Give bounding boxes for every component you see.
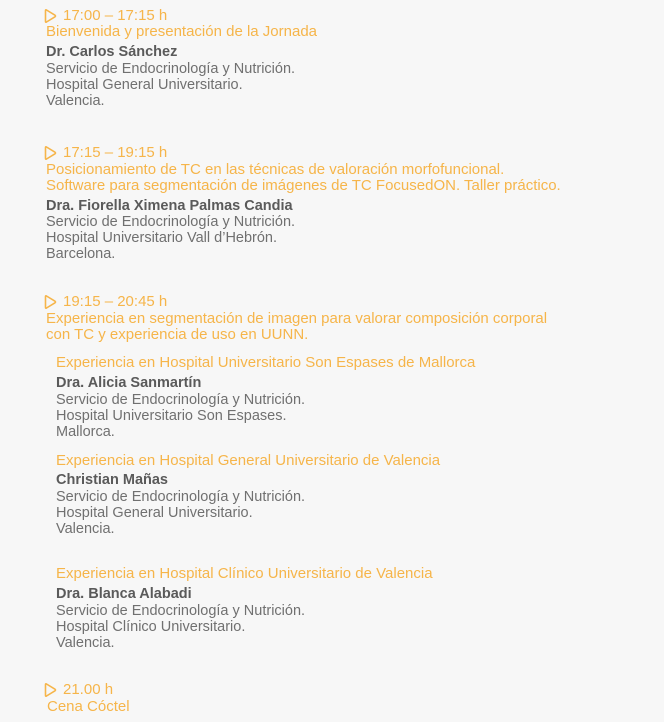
session-time — [42, 145, 167, 161]
speaker-affiliation — [56, 392, 305, 440]
subsession-title: Experiencia en Hospital General Universitario de Valencia — [56, 452, 441, 469]
affiliation-line: Valencia. — [56, 635, 115, 651]
play-icon — [42, 8, 58, 24]
session-time — [42, 682, 113, 698]
affiliation-line: Servicio de Endocrinología y Nutrición. — [46, 214, 296, 230]
affiliation-line: Hospital Universitario Son Espases. — [56, 408, 287, 424]
affiliation-line: Servicio de Endocrinología y Nutrición. — [46, 61, 296, 77]
time-label: 19:15 – 20:45 h — [63, 293, 168, 310]
title-line: Software para segmentación de imágenes de TC FocusedON. Taller práctico. — [46, 177, 561, 194]
play-icon — [42, 682, 58, 698]
affiliation-line: Mallorca. — [56, 424, 115, 440]
speaker-name: Dra. Alicia Sanmartín — [56, 375, 202, 391]
speaker-name: Dr. Carlos Sánchez — [46, 44, 178, 60]
session-title — [46, 162, 561, 194]
subsession-title: Experiencia en Hospital Clínico Universitario de Valencia — [56, 565, 433, 582]
speaker-name: Dra. Fiorella Ximena Palmas Candia — [46, 198, 293, 214]
time-label: 21.00 h — [63, 681, 114, 698]
affiliation-line: Servicio de Endocrinología y Nutrición. — [56, 603, 306, 619]
play-icon — [42, 294, 58, 310]
speaker-name: Dra. Blanca Alabadi — [56, 586, 192, 602]
speaker-name: Christian Mañas — [56, 472, 168, 488]
time-label: 17:00 – 17:15 h — [63, 7, 168, 24]
speaker-affiliation — [46, 214, 295, 262]
play-icon — [42, 145, 58, 161]
affiliation-line: Servicio de Endocrinología y Nutrición. — [56, 489, 306, 505]
speaker-affiliation — [56, 489, 305, 537]
session-time — [42, 294, 167, 310]
session-time — [42, 8, 167, 24]
affiliation-line: Valencia. — [56, 521, 115, 537]
title-line: con TC y experiencia de uso en UUNN. — [46, 326, 309, 343]
session-title — [46, 311, 547, 343]
affiliation-line: Servicio de Endocrinología y Nutrición. — [56, 392, 306, 408]
affiliation-line: Valencia. — [46, 93, 105, 109]
title-line: Posicionamiento de TC en las técnicas de valoración morfofuncional. — [46, 161, 505, 178]
affiliation-line: Hospital General Universitario. — [56, 505, 253, 521]
affiliation-line: Hospital Universitario Vall d’Hebrón. — [46, 230, 278, 246]
session-title: Bienvenida y presentación de la Jornada — [46, 23, 318, 40]
speaker-affiliation — [56, 603, 305, 651]
speaker-affiliation — [46, 61, 295, 109]
affiliation-line: Barcelona. — [46, 246, 116, 262]
session-title: Cena Cóctel — [47, 698, 130, 715]
subsession-title: Experiencia en Hospital Universitario Son Espases de Mallorca — [56, 354, 476, 371]
title-line: Experiencia en segmentación de imagen para valorar composición corporal — [46, 310, 548, 327]
affiliation-line: Hospital Clínico Universitario. — [56, 619, 246, 635]
time-label: 17:15 – 19:15 h — [63, 144, 168, 161]
affiliation-line: Hospital General Universitario. — [46, 77, 243, 93]
